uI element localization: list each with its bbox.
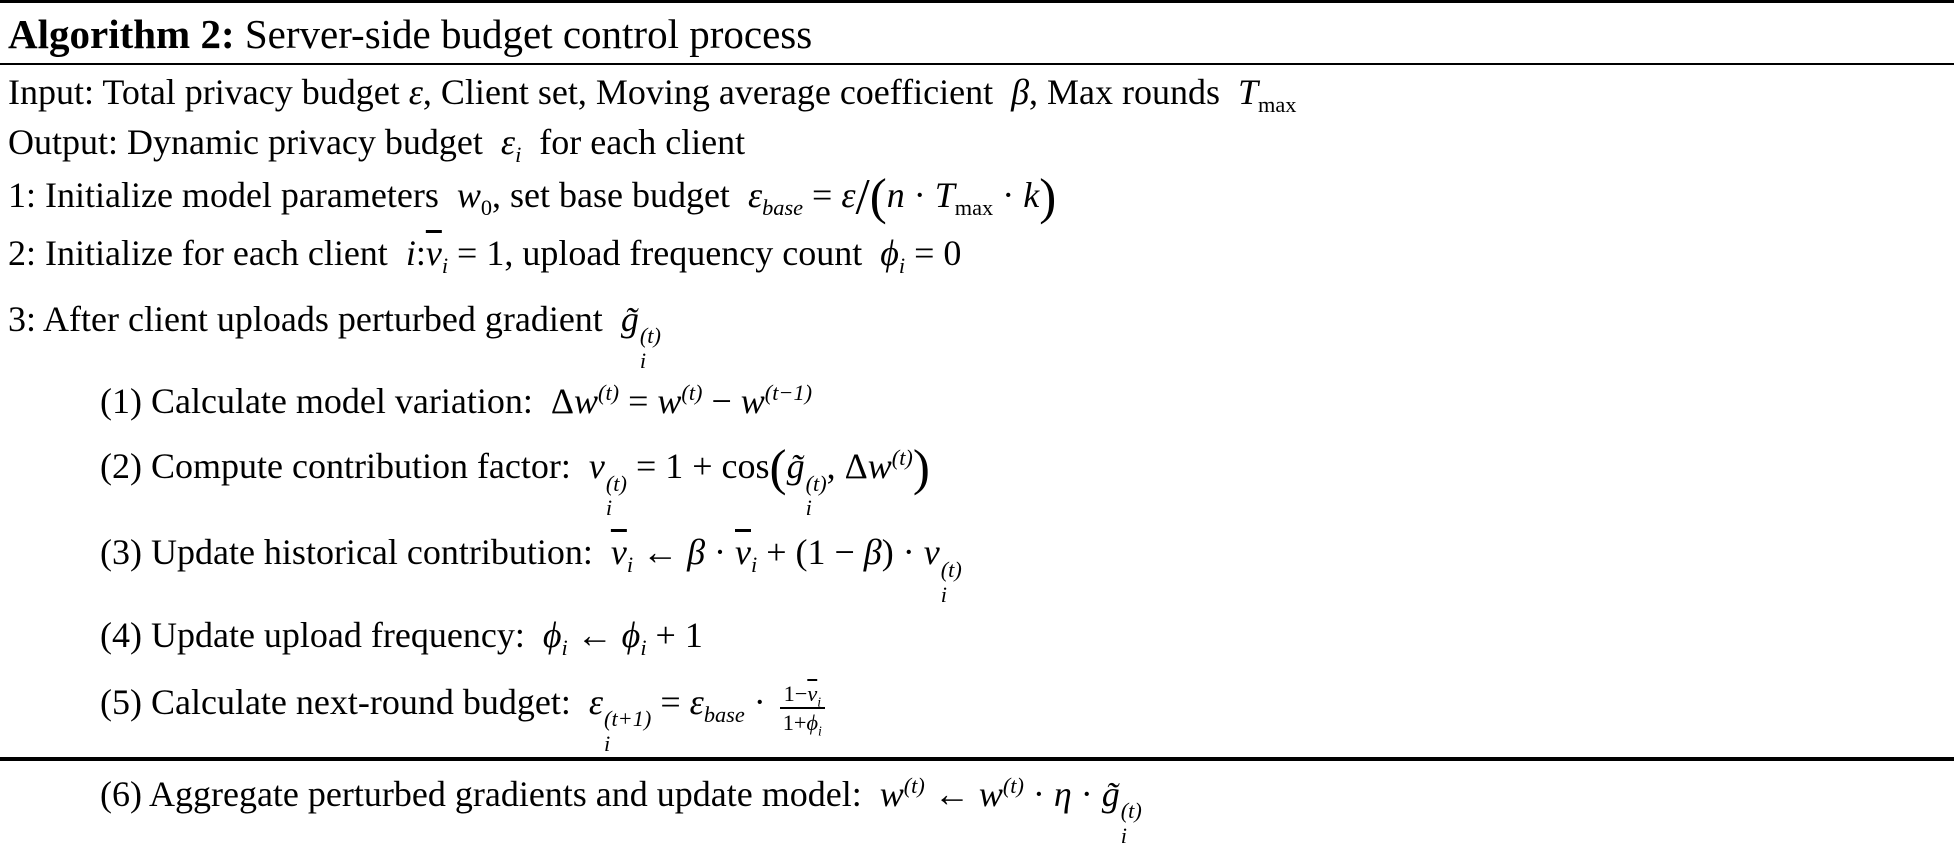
dot-operator: · <box>993 175 1024 215</box>
line-step-1 <box>8 167 1944 226</box>
var-n: n <box>886 175 905 215</box>
dot-operator: · <box>904 175 935 215</box>
sup-sub-group <box>941 557 962 607</box>
text-run: = 0 <box>905 233 962 273</box>
delta-symbol: Δ <box>550 381 574 422</box>
var-epsilon: ε <box>500 122 516 162</box>
fraction-numerator <box>780 681 825 709</box>
slash: / <box>855 168 870 226</box>
var-v: v <box>923 532 940 573</box>
var-v-bar: $\overline{v}$ <box>610 532 627 573</box>
dot-operator: · <box>1071 773 1102 814</box>
line-substep-4 <box>8 607 1944 663</box>
left-arrow: ← <box>924 773 979 814</box>
sup-sub-group <box>806 471 827 521</box>
var-beta: β <box>863 532 882 573</box>
var-phi: ϕ <box>621 614 641 655</box>
subscript-i: i <box>561 634 568 660</box>
fraction <box>780 680 825 739</box>
subscript-max: max <box>954 195 994 221</box>
text-run: (4) Update upload frequency: <box>100 614 543 655</box>
line-output <box>8 117 1944 167</box>
dot-operator: · <box>705 532 735 573</box>
dot-operator: · <box>744 681 775 722</box>
close-paren: ) <box>881 532 894 573</box>
sup-sub-group <box>1121 798 1142 848</box>
text-run: (2) Compute contribution factor: <box>100 446 589 487</box>
var-g-tilde: g̃ <box>620 299 639 339</box>
var-k: k <box>1023 175 1040 215</box>
var-beta: β <box>687 532 705 573</box>
text-run: , set base budget <box>492 175 748 215</box>
text-run: (1) Calculate model variation: <box>100 381 551 422</box>
sup-sub-group <box>640 323 661 373</box>
line-input <box>8 67 1944 117</box>
text-run: (6) Aggregate perturbed gradients and update model: <box>100 773 880 814</box>
text-run: Input: Total privacy budget <box>8 72 409 112</box>
subscript-i: i <box>817 694 822 710</box>
superscript-t: (t) <box>940 556 962 582</box>
equals-sign: = <box>619 381 658 422</box>
text-run: 1+ <box>782 709 807 735</box>
open-paren-group: (1 − <box>795 532 864 573</box>
close-paren: ) <box>1039 168 1057 226</box>
subscript-i: i <box>604 730 611 756</box>
line-substep-3 <box>8 520 1944 606</box>
subscript-i: i <box>1120 823 1127 848</box>
close-paren: ) <box>912 439 930 497</box>
sup-sub-group <box>604 706 651 756</box>
var-g-tilde: g̃ <box>1101 773 1120 814</box>
var-w: w <box>879 773 904 814</box>
dot-operator: · <box>1023 773 1054 814</box>
subscript-i: i <box>805 495 812 521</box>
superscript-t: (t) <box>805 470 827 496</box>
text-run: for each client <box>521 122 746 162</box>
subscript-i: i <box>515 142 522 168</box>
var-w: w <box>867 446 892 487</box>
var-v: v <box>588 446 605 487</box>
subscript-i: i <box>626 552 634 578</box>
subscript-i: i <box>441 253 449 279</box>
var-w: w <box>740 381 765 422</box>
var-phi: ϕ <box>806 709 819 735</box>
line-substep-6 <box>8 756 1944 848</box>
superscript-t: (t) <box>891 445 913 471</box>
superscript-t: (t) <box>681 380 703 406</box>
superscript-t: (t) <box>903 772 925 798</box>
var-g-tilde: g̃ <box>786 446 805 487</box>
var-phi: ϕ <box>880 233 899 273</box>
line-step-2 <box>8 223 1944 283</box>
var-epsilon-base: ε <box>747 175 763 215</box>
text-run: , Client set, Moving average coefficient <box>422 72 1012 112</box>
var-epsilon: ε <box>588 681 604 722</box>
algorithm-title <box>0 3 1954 65</box>
fraction-denominator <box>780 709 825 739</box>
var-i: i <box>405 233 416 273</box>
left-arrow: ← <box>567 614 622 655</box>
subscript-i: i <box>640 634 647 660</box>
text-run: (3) Update historical contribution: <box>100 532 611 573</box>
text-run: = 1 + cos <box>626 446 770 487</box>
subscript-i: i <box>605 495 613 521</box>
colon: : <box>415 233 426 273</box>
var-phi: ϕ <box>542 614 562 655</box>
var-w: w <box>978 773 1003 814</box>
var-v-bar: $\overline{v}$ <box>425 233 442 273</box>
open-paren: ( <box>869 168 887 226</box>
subscript-base: base <box>762 195 804 221</box>
left-arrow: ← <box>633 532 688 573</box>
superscript-t-plus-1: (t+1) <box>604 705 652 731</box>
sup-sub-group <box>606 471 627 521</box>
var-epsilon-base: ε <box>689 681 704 722</box>
text-run: 3: After client uploads perturbed gradient <box>8 299 621 339</box>
superscript-t: (t) <box>598 380 620 406</box>
superscript-t: (t) <box>1120 798 1142 824</box>
dot-operator: · <box>893 532 924 573</box>
subscript-base: base <box>703 701 745 727</box>
line-substep-1 <box>8 373 1944 429</box>
var-v-bar: $\overline{v}$ <box>735 532 751 573</box>
algorithm-body <box>0 65 1954 848</box>
var-w: w <box>574 381 599 422</box>
superscript-t: (t) <box>639 323 661 349</box>
var-w: w <box>657 381 682 422</box>
subscript-i: i <box>940 581 947 607</box>
subscript-i: i <box>818 723 822 739</box>
superscript-t: (t) <box>605 470 627 496</box>
var-w: w <box>456 175 481 215</box>
text-run: Output: Dynamic privacy budget <box>8 122 501 162</box>
text-run: = 1, upload frequency count <box>448 233 881 273</box>
superscript-t: (t) <box>1002 772 1024 798</box>
minus-sign: − <box>702 381 741 422</box>
open-paren: ( <box>769 439 787 497</box>
superscript-t-minus-1: (t−1) <box>764 380 813 406</box>
var-T: T <box>934 175 955 215</box>
subscript-i: i <box>639 348 647 374</box>
algorithm-name: Server-side budget control process <box>234 11 813 57</box>
subscript-max: max <box>1258 92 1297 118</box>
subscript-i: i <box>898 253 906 279</box>
subscript-0: 0 <box>480 195 492 221</box>
text-run: 2: Initialize for each client <box>8 233 406 273</box>
var-beta: β <box>1011 72 1030 112</box>
var-epsilon: ε <box>841 175 856 215</box>
algorithm-number-label: Algorithm 2: <box>8 11 235 57</box>
equals-sign: = <box>803 175 842 215</box>
line-substep-5 <box>8 663 1944 756</box>
subscript-i: i <box>750 552 758 578</box>
text-run: 1− <box>783 680 808 706</box>
line-substep-2 <box>8 429 1944 520</box>
comma: , <box>826 446 845 487</box>
text-run: (5) Calculate next-round budget: <box>100 681 589 722</box>
text-run: , Max rounds <box>1029 72 1239 112</box>
var-v-bar: $\overline{v}$ <box>807 680 818 706</box>
var-epsilon: ε <box>408 72 423 112</box>
equals-sign: = <box>651 681 690 722</box>
line-step-3 <box>8 283 1944 373</box>
plus-sign: + <box>757 532 796 573</box>
var-T: T <box>1238 72 1259 112</box>
var-eta: η <box>1053 773 1072 814</box>
delta-symbol: Δ <box>844 446 868 487</box>
text-run: 1: Initialize model parameters <box>8 175 457 215</box>
text-run: + 1 <box>646 614 703 655</box>
